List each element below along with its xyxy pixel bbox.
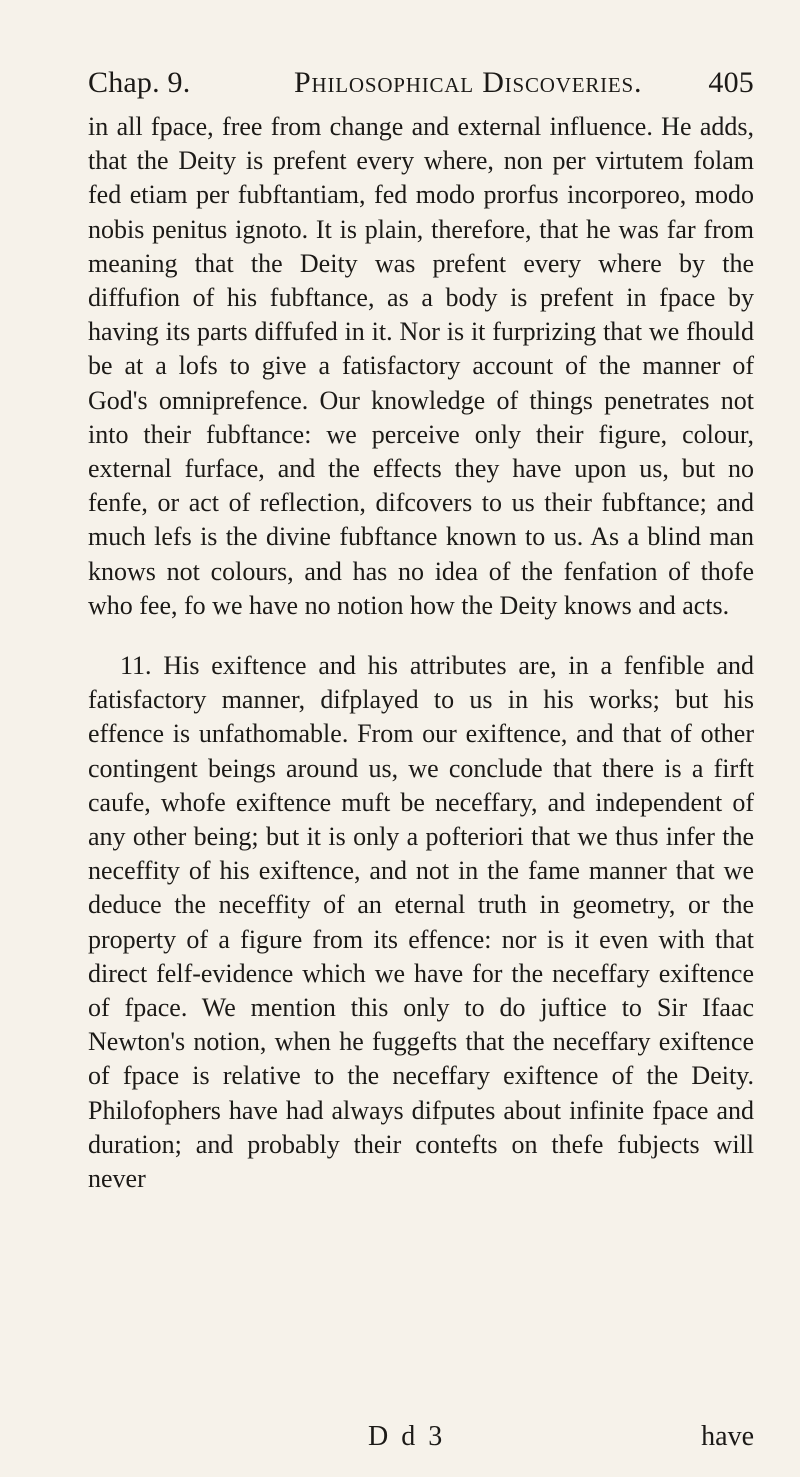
paragraph-2: 11. His exiftence and his attributes are, in a fenfible and fatisfactory manner, difplayed to us in his works; but his effence is unfathomable. From our exiftence, and that of other contingent beings around us, we conclude that there is a firft caufe, whofe exiftence muft be neceffary, and independent of any other being; but it is only a pofteriori that we thus infer the neceffity of his exiftence, and not in the fame manner that we deduce the neceffity of an eternal truth in geometry, or the property of a figure from its effence: nor is it even with that direct felf-evidence which we have for the neceffary exiftence of fpace. We mention this only to do juftice to Sir Ifaac Newton's notion, when he fuggefts that the neceffary exiftence of fpace is relative to the neceffary exiftence of the Deity. Philofophers have had always difputes about infinite fpace and duration; and probably their contefts on thefe fubjects will never xyxy=(88,651,754,1194)
running-title: Philosophical Discoveries. xyxy=(294,66,643,99)
chapter-label: Chap. 9. xyxy=(88,66,191,99)
paragraph-1: in all fpace, free from change and external influence. He adds, that the Deity is prefent every where, non per virtutem folam fed etiam per fubftantiam, fed modo prorfus incorporeo, modo nobis penitus ignoto. It is plain, therefore, that he was far from meaning that the Deity was prefent every where by the diffufion of his fubftance, as a body is prefent in fpace by having its parts diffufed in it. Nor is it furprizing that we fhould be at a lofs to give a fatisfactory account of the manner of God's omniprefence. Our knowledge of things penetrates not into their fubftance: we perceive only their figure, colour, external furface, and the effects they have upon us, but no fenfe, or act of reflection, difcovers to us their fubftance; and much lefs is the divine fubftance known to us. As a blind man knows not colours, and has no idea of the fenfation of thofe who fee, fo we have no notion how the Deity knows and acts. xyxy=(88,112,754,620)
running-header xyxy=(88,60,754,106)
page-number: 405 xyxy=(708,66,754,99)
body-text xyxy=(88,110,754,1196)
catchword: have xyxy=(701,1421,754,1452)
signature-mark: D d 3 xyxy=(368,1421,446,1452)
